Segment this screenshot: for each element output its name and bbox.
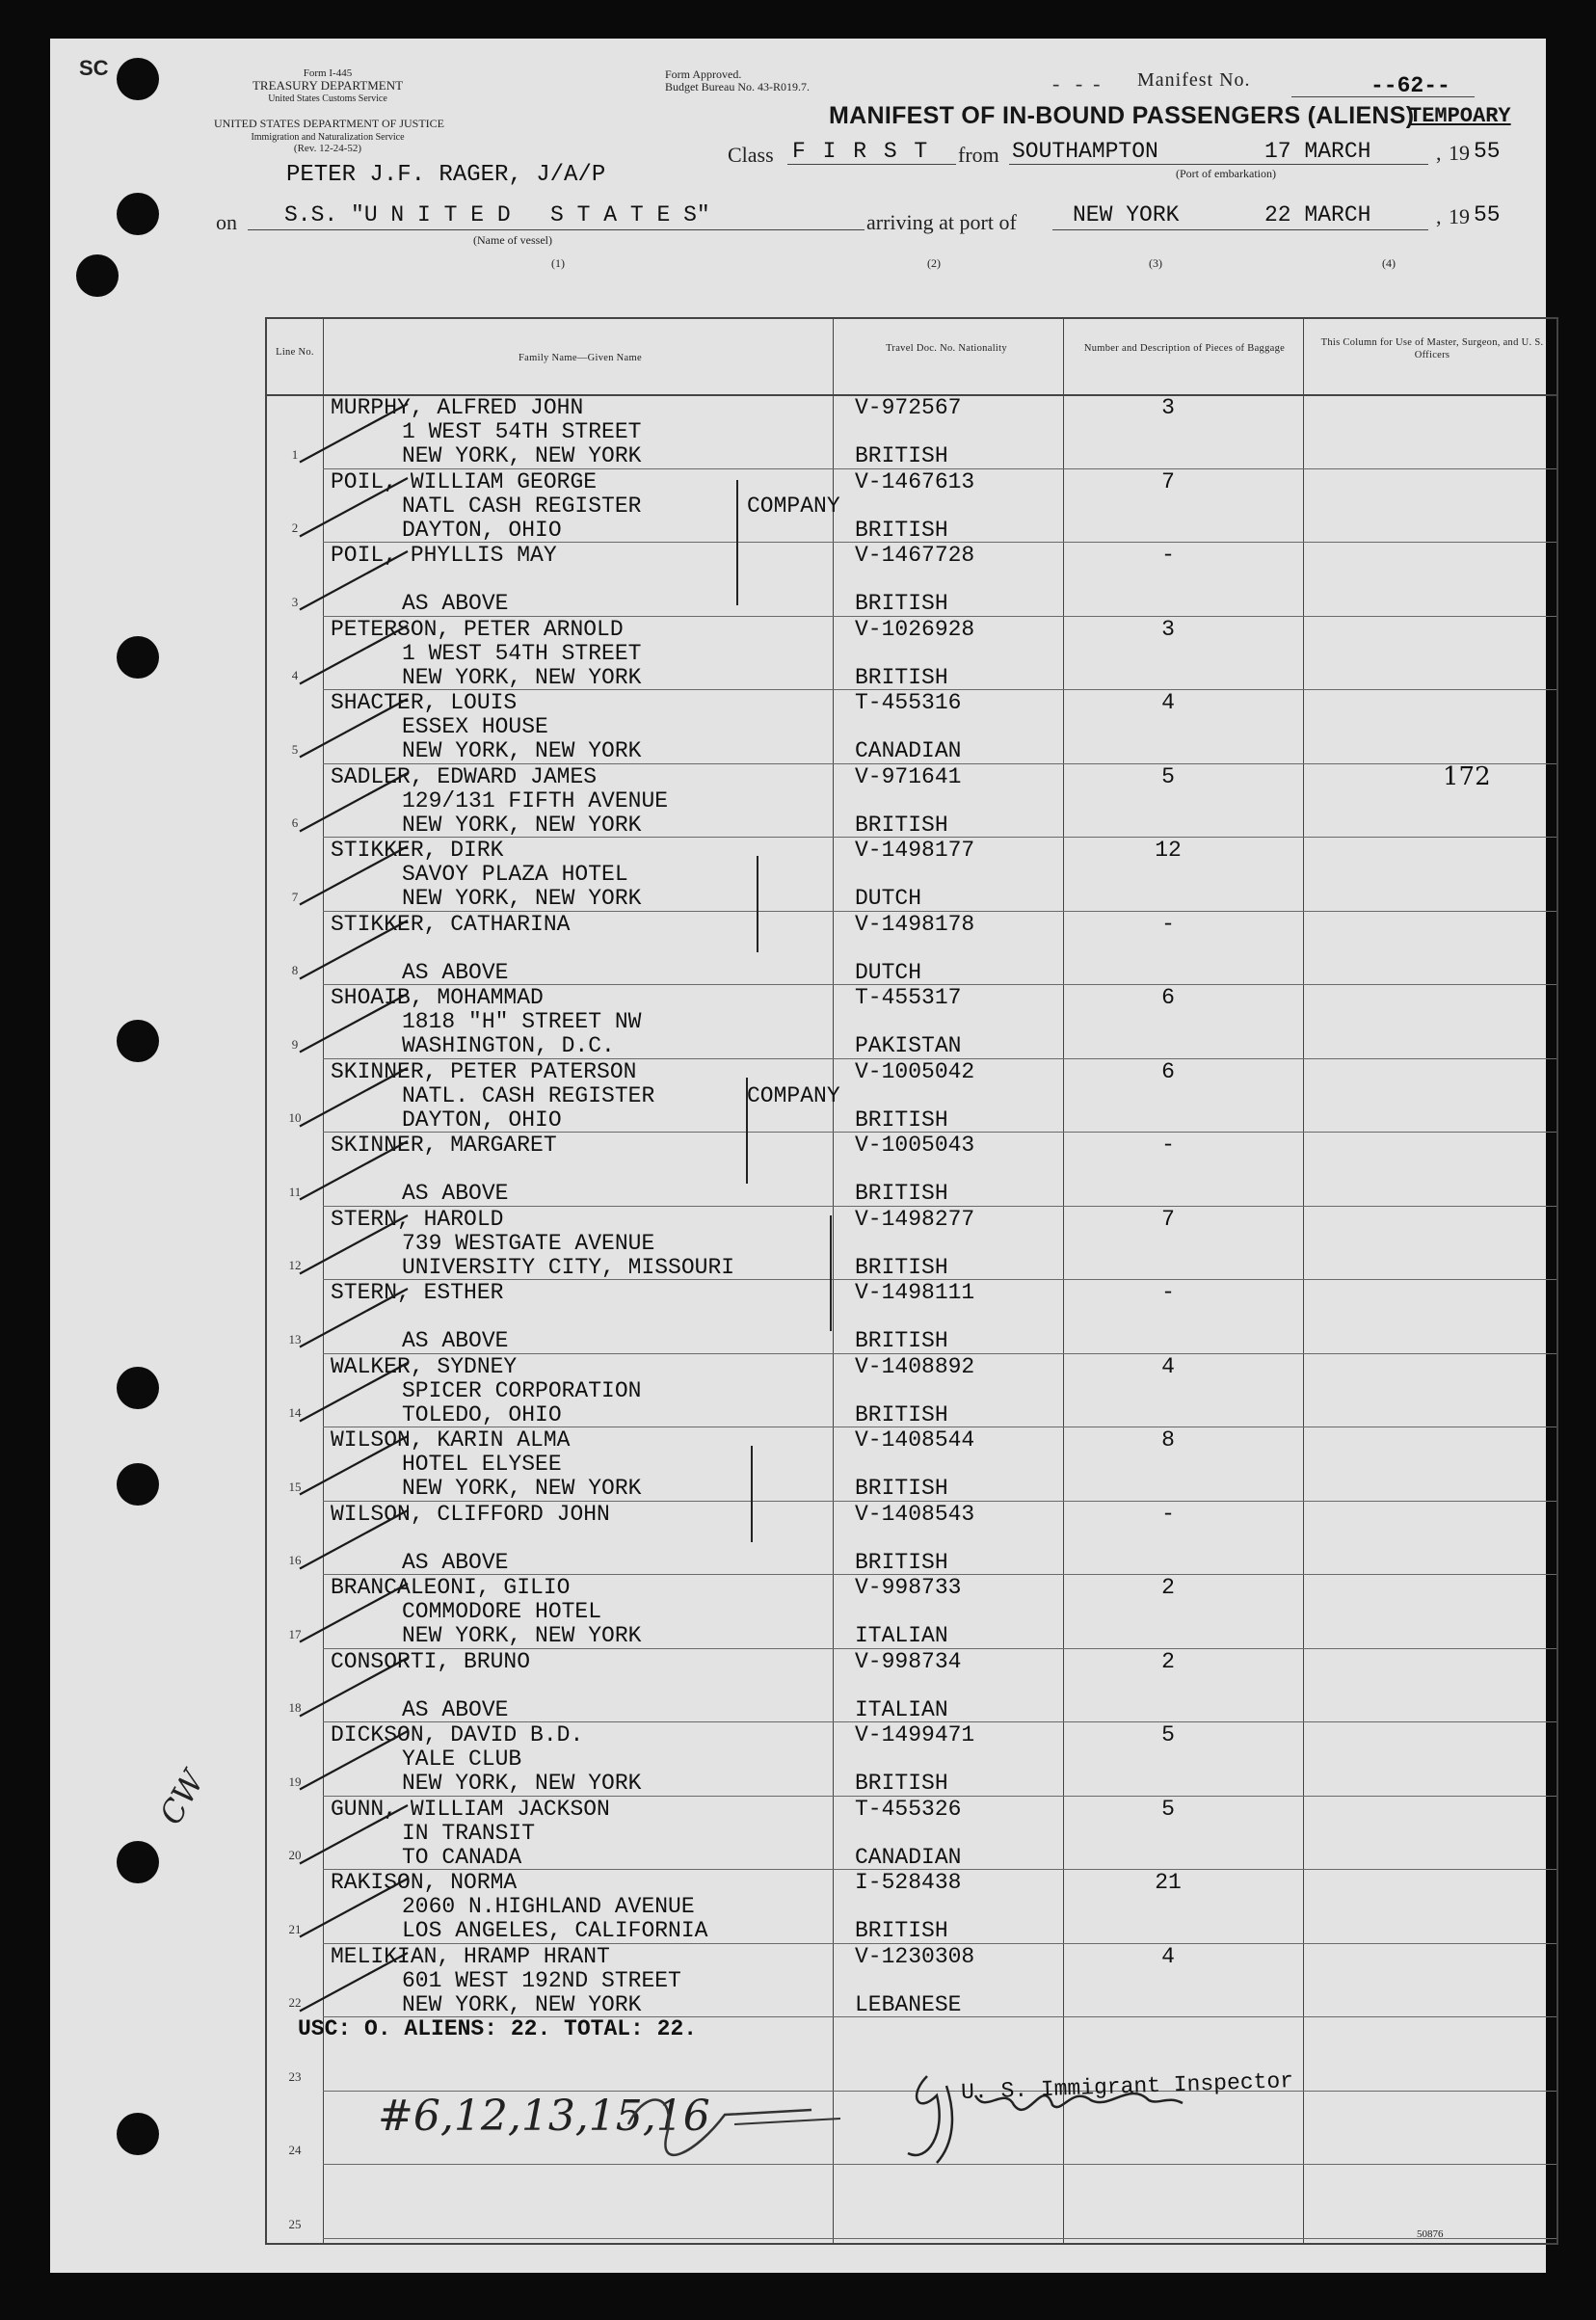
baggage-count: 5 — [1161, 1722, 1175, 1747]
table-row — [267, 1279, 1556, 1353]
nationality: LEBANESE — [855, 1991, 962, 2017]
table-row — [267, 616, 1556, 690]
vessel-note: (Name of vessel) — [473, 233, 552, 247]
passenger-name: RAKISON, NORMA — [331, 1870, 518, 1895]
table-row — [267, 2164, 1556, 2238]
line-number: 1 — [291, 446, 299, 462]
footer-code: 50876 — [1417, 2228, 1444, 2240]
travel-doc-number: V-1408544 — [855, 1427, 975, 1453]
header-travel-doc: Travel Doc. No. Nationality — [886, 343, 1007, 354]
line-number: 19 — [288, 1773, 302, 1789]
address-line-1: SPICER CORPORATION — [402, 1377, 642, 1403]
check-mark-icon — [292, 1353, 427, 1427]
travel-doc-number: V-1026928 — [855, 616, 975, 642]
family-bracket — [736, 480, 738, 605]
passenger-name: STIKKER, CATHARINA — [331, 911, 571, 937]
address-line-2: DAYTON, OHIO — [402, 517, 562, 543]
nationality: BRITISH — [855, 1918, 948, 1943]
passenger-name: SHACTER, LOUIS — [331, 690, 518, 715]
table-row — [267, 1427, 1556, 1501]
line-number: 10 — [288, 1110, 302, 1125]
nationality: BRITISH — [855, 517, 948, 543]
address-line-2: AS ABOVE — [402, 1696, 509, 1722]
address-line-1: 1 WEST 54TH STREET — [402, 640, 642, 666]
header-line-no: Line No. — [276, 347, 314, 358]
passenger-name: STIKKER, DIRK — [331, 838, 504, 863]
row-rule — [323, 2238, 1556, 2239]
nationality: CANADIAN — [855, 738, 962, 763]
table-row — [267, 1206, 1556, 1280]
header-baggage: Number and Description of Pieces of Baggage — [1083, 343, 1286, 354]
baggage-count: - — [1161, 1133, 1175, 1158]
from-rule — [1009, 164, 1428, 165]
nationality: DUTCH — [855, 959, 922, 985]
table-row — [267, 542, 1556, 616]
manifest-no-label: Manifest No. — [1137, 69, 1251, 91]
passenger-name: WALKER, SYDNEY — [331, 1353, 518, 1379]
check-mark-icon — [292, 984, 427, 1058]
officer-note: 172 — [1443, 761, 1491, 791]
baggage-count: 6 — [1161, 1058, 1175, 1084]
check-mark-icon — [292, 394, 427, 468]
address-line-2: WASHINGTON, D.C. — [402, 1033, 615, 1058]
nationality: CANADIAN — [855, 1844, 962, 1870]
baggage-count: 8 — [1161, 1427, 1175, 1453]
baggage-count: 7 — [1161, 1206, 1175, 1232]
line-number: 20 — [288, 1848, 302, 1862]
travel-doc-number: V-1498178 — [855, 911, 975, 937]
address-line-2: UNIVERSITY CITY, MISSOURI — [402, 1254, 735, 1280]
passenger-name: DICKSON, DAVID B.D. — [331, 1722, 584, 1747]
address-line-1: 129/131 FIFTH AVENUE — [402, 787, 669, 813]
vessel-name: S.S. "U N I T E D S T A T E S" — [284, 202, 710, 227]
travel-doc-number: V-971641 — [855, 763, 962, 789]
check-mark-icon — [292, 1279, 427, 1353]
check-mark-icon — [292, 837, 427, 911]
address-line-2: AS ABOVE — [402, 1181, 509, 1206]
passenger-name: STERN, HAROLD — [331, 1206, 504, 1232]
summary-line: USC: O. ALIENS: 22. TOTAL: 22. — [298, 2016, 698, 2041]
address-line-2: NEW YORK, NEW YORK — [402, 738, 642, 763]
passenger-name: SKINNER, MARGARET — [331, 1133, 557, 1158]
travel-doc-number: V-1005043 — [855, 1133, 975, 1158]
line-number: 9 — [291, 1036, 299, 1052]
nationality: BRITISH — [855, 1107, 948, 1133]
address-line-2: NEW YORK, NEW YORK — [402, 1623, 642, 1648]
punch-hole — [117, 1367, 159, 1409]
travel-doc-number: V-1005042 — [855, 1058, 975, 1084]
baggage-count: 12 — [1155, 838, 1182, 863]
punch-hole — [76, 254, 119, 297]
address-line-2: AS ABOVE — [402, 1549, 509, 1575]
manifest-page — [50, 39, 1546, 2273]
table-row — [267, 1132, 1556, 1206]
table-row — [267, 689, 1556, 763]
manifest-no-rule — [1291, 96, 1475, 97]
arriving-year: 55 — [1474, 202, 1501, 227]
line-number: 25 — [288, 2216, 302, 2231]
table-row — [267, 1353, 1556, 1427]
nationality: BRITISH — [855, 1254, 948, 1280]
manifest-title-suffix: TEMPOARY — [1409, 104, 1511, 128]
line-number: 13 — [288, 1331, 302, 1347]
passenger-name: WILSON, KARIN ALMA — [331, 1427, 571, 1453]
nationality: BRITISH — [855, 443, 948, 468]
nationality: BRITISH — [855, 591, 948, 616]
punch-hole — [117, 2113, 159, 2155]
address-line-2: NEW YORK, NEW YORK — [402, 812, 642, 838]
treasury-dept: TREASURY DEPARTMENT — [252, 78, 404, 93]
address-line-2: NEW YORK, NEW YORK — [402, 886, 642, 911]
ins-service: Immigration and Naturalization Service — [251, 132, 405, 143]
check-mark-icon — [292, 1648, 427, 1722]
check-mark-icon — [292, 1132, 427, 1206]
nationality: BRITISH — [855, 1549, 948, 1575]
address-line-2: AS ABOVE — [402, 1328, 509, 1353]
handwritten-line-numbers: #6,12,13,15,16 — [378, 2092, 710, 2141]
passenger-name: POIL, WILLIAM GEORGE — [331, 468, 598, 494]
punch-hole — [117, 1020, 159, 1062]
travel-doc-number: V-1230308 — [855, 1943, 975, 1969]
inspector-label: U. S. Immigrant Inspector — [960, 2067, 1294, 2106]
line-number: 11 — [288, 1184, 302, 1199]
on-label: on — [216, 210, 237, 234]
address-line-2: LOS ANGELES, CALIFORNIA — [402, 1918, 708, 1943]
line-number: 21 — [288, 1921, 302, 1936]
table-row — [267, 984, 1556, 1058]
travel-doc-number: T-455326 — [855, 1796, 962, 1822]
table-row — [267, 1574, 1556, 1648]
check-mark-icon — [292, 1206, 427, 1280]
from-port: SOUTHAMPTON — [1012, 139, 1158, 164]
table-row — [267, 1721, 1556, 1796]
travel-doc-number: V-1408892 — [855, 1353, 975, 1379]
baggage-count: 2 — [1161, 1575, 1175, 1600]
punch-hole — [117, 1841, 159, 1883]
nationality: DUTCH — [855, 886, 922, 911]
passenger-name: GUNN, WILLIAM JACKSON — [331, 1796, 610, 1822]
punch-hole — [117, 636, 159, 679]
header-name: Family Name—Given Name — [519, 353, 642, 363]
address-line-1: 739 WESTGATE AVENUE — [402, 1230, 655, 1256]
manifest-title: MANIFEST OF IN-BOUND PASSENGERS (ALIENS) — [829, 102, 1415, 129]
table-row — [267, 1058, 1556, 1133]
passenger-name: MELIKIAN, HRAMP HRANT — [331, 1943, 610, 1969]
col-num-4: (4) — [1382, 256, 1396, 270]
travel-doc-number: T-455316 — [855, 690, 962, 715]
passenger-name: SHOAIB, MOHAMMAD — [331, 985, 544, 1010]
table-row — [267, 1648, 1556, 1722]
baggage-count: 2 — [1161, 1648, 1175, 1674]
address-line-1: IN TRANSIT — [402, 1820, 536, 1846]
nationality: BRITISH — [855, 1181, 948, 1206]
address-line-2: AS ABOVE — [402, 591, 509, 616]
baggage-count: 6 — [1161, 985, 1175, 1010]
line-number: 15 — [288, 1479, 302, 1494]
passenger-name: PETERSON, PETER ARNOLD — [331, 616, 624, 642]
passenger-name: CONSORTI, BRUNO — [331, 1648, 531, 1674]
address-line-1: 601 WEST 192ND STREET — [402, 1967, 681, 1993]
justice-dept: UNITED STATES DEPARTMENT OF JUSTICE — [214, 117, 445, 130]
address-line-2: NEW YORK, NEW YORK — [402, 664, 642, 690]
nationality: BRITISH — [855, 1401, 948, 1427]
table-row — [267, 911, 1556, 985]
baggage-count: 3 — [1161, 616, 1175, 642]
line-number: 16 — [288, 1553, 302, 1567]
table-row — [267, 837, 1556, 911]
address-line-2: NEW YORK, NEW YORK — [402, 443, 642, 468]
baggage-count: 4 — [1161, 1943, 1175, 1969]
margin-note: CW — [151, 1764, 212, 1831]
line-number: 12 — [288, 1258, 302, 1272]
travel-doc-number: V-972567 — [855, 395, 962, 420]
punch-hole — [117, 58, 159, 100]
check-mark-icon — [292, 1796, 427, 1870]
baggage-count: - — [1161, 543, 1175, 568]
from-year-prefix: 19 — [1449, 141, 1470, 165]
nationality: BRITISH — [855, 1476, 948, 1501]
line-number: 2 — [291, 520, 299, 535]
line-number: 14 — [288, 1405, 302, 1420]
arriving-rule — [1052, 229, 1428, 230]
baggage-count: 21 — [1155, 1870, 1182, 1895]
line-number: 24 — [288, 2143, 302, 2157]
passenger-name: SADLER, EDWARD JAMES — [331, 763, 598, 789]
travel-doc-number: V-1499471 — [855, 1722, 975, 1747]
baggage-count: - — [1161, 1501, 1175, 1527]
nationality: BRITISH — [855, 812, 948, 838]
passenger-name: MURPHY, ALFRED JOHN — [331, 395, 584, 420]
travel-doc-number: I-528438 — [855, 1870, 962, 1895]
manifest-no-value: --62-- — [1370, 73, 1450, 98]
page-code: SC — [79, 56, 109, 80]
travel-doc-number: V-1498111 — [855, 1280, 975, 1305]
family-bracket — [757, 856, 758, 952]
baggage-count: 7 — [1161, 468, 1175, 494]
from-label: from — [958, 143, 999, 167]
table-row — [267, 763, 1556, 838]
line-number: 17 — [288, 1626, 302, 1641]
class-label: Class — [728, 143, 774, 167]
travel-doc-number: V-1498277 — [855, 1206, 975, 1232]
address-line-2: TO CANADA — [402, 1844, 522, 1870]
baggage-count: 3 — [1161, 395, 1175, 420]
baggage-count: 5 — [1161, 1796, 1175, 1822]
passenger-name: WILSON, CLIFFORD JOHN — [331, 1501, 610, 1527]
travel-doc-number: T-455317 — [855, 985, 962, 1010]
officer-name: PETER J.F. RAGER, J/A/P — [286, 162, 606, 188]
line-number: 5 — [291, 741, 299, 757]
table-row — [267, 394, 1556, 468]
class-value: F I R S T — [792, 139, 930, 164]
baggage-count: - — [1161, 1280, 1175, 1305]
port-of-embarkation-note: (Port of embarkation) — [1176, 167, 1276, 180]
address-line-1: 1 WEST 54TH STREET — [402, 419, 642, 444]
check-mark-icon — [292, 1721, 427, 1796]
baggage-count: 4 — [1161, 1353, 1175, 1379]
check-mark-icon — [292, 542, 427, 616]
check-mark-icon — [292, 468, 427, 543]
from-year: 55 — [1474, 139, 1501, 164]
table-row — [267, 1796, 1556, 1870]
family-bracket — [746, 1078, 748, 1184]
check-mark-icon — [292, 1427, 427, 1501]
nationality: PAKISTAN — [855, 1033, 962, 1058]
family-bracket — [751, 1446, 753, 1542]
check-mark-icon — [292, 911, 427, 985]
check-mark-icon — [292, 616, 427, 690]
col-num-2: (2) — [927, 256, 941, 270]
line-number: 6 — [291, 815, 299, 830]
class-rule — [787, 164, 956, 165]
arriving-year-prefix: 19 — [1449, 204, 1470, 228]
travel-doc-number: V-998734 — [855, 1648, 962, 1674]
manifest-table — [265, 317, 1558, 2245]
passenger-name: POIL, PHYLLIS MAY — [331, 543, 557, 568]
travel-doc-number: V-998733 — [855, 1575, 962, 1600]
address-line-1: 1818 "H" STREET NW — [402, 1009, 642, 1034]
punch-hole — [117, 1463, 159, 1506]
table-row — [267, 1943, 1556, 2017]
line-number: 8 — [291, 963, 299, 977]
col-num-1: (1) — [551, 256, 565, 270]
arriving-label: arriving at port of — [866, 210, 1017, 234]
form-number: Form I-445 — [303, 67, 353, 79]
address-line-1: ESSEX HOUSE — [402, 714, 548, 739]
header-officers: This Column for Use of Master, Surgeon, and U. S. Officers — [1320, 337, 1544, 360]
table-row — [267, 468, 1556, 543]
line-number: 4 — [291, 668, 299, 682]
budget-bureau: Budget Bureau No. 43-R019.7. — [665, 80, 810, 93]
travel-doc-number: V-1467613 — [855, 468, 975, 494]
line-number: 22 — [288, 1995, 302, 2010]
baggage-count: - — [1161, 911, 1175, 937]
table-row — [267, 1501, 1556, 1575]
check-mark-icon — [292, 1869, 427, 1943]
punch-hole — [117, 193, 159, 235]
check-mark-icon — [292, 1501, 427, 1575]
check-mark-icon — [292, 1943, 427, 2017]
passenger-name: BRANCALEONI, GILIO — [331, 1575, 571, 1600]
address-line-1: NATL CASH REGISTER — [402, 493, 642, 519]
line-number: 3 — [291, 594, 299, 609]
nationality: ITALIAN — [855, 1696, 948, 1722]
family-bracket — [830, 1215, 832, 1331]
nationality: ITALIAN — [855, 1623, 948, 1648]
passenger-name: STERN, ESTHER — [331, 1280, 504, 1305]
travel-doc-number: V-1467728 — [855, 543, 975, 568]
travel-doc-number: V-1498177 — [855, 838, 975, 863]
address-line-1: YALE CLUB — [402, 1747, 522, 1772]
arriving-date: 22 MARCH — [1264, 202, 1371, 227]
nationality: BRITISH — [855, 664, 948, 690]
address-line-2: AS ABOVE — [402, 959, 509, 985]
address-extra: COMPANY — [747, 493, 840, 519]
check-mark-icon — [292, 1574, 427, 1648]
form-revision: (Rev. 12-24-52) — [293, 143, 362, 154]
nationality: BRITISH — [855, 1328, 948, 1353]
arriving-port: NEW YORK — [1073, 202, 1180, 227]
address-line-1: SAVOY PLAZA HOTEL — [402, 862, 628, 887]
line-number: 7 — [291, 889, 299, 904]
address-line-2: DAYTON, OHIO — [402, 1107, 562, 1133]
address-line-2: NEW YORK, NEW YORK — [402, 1476, 642, 1501]
baggage-count: 5 — [1161, 763, 1175, 789]
baggage-count: 4 — [1161, 690, 1175, 715]
nationality: BRITISH — [855, 1771, 948, 1796]
address-line-1: COMMODORE HOTEL — [402, 1599, 602, 1624]
line-number: 18 — [288, 1700, 302, 1715]
arriving-comma: , — [1436, 204, 1442, 228]
table-row — [267, 1869, 1556, 1943]
from-comma: , — [1436, 141, 1442, 165]
address-extra: COMPANY — [747, 1082, 840, 1108]
passenger-name: SKINNER, PETER PATERSON — [331, 1058, 637, 1084]
address-line-2: NEW YORK, NEW YORK — [402, 1991, 642, 2017]
form-approved: Form Approved. — [665, 67, 742, 81]
line-number: 23 — [288, 2068, 302, 2084]
check-mark-icon — [292, 763, 427, 838]
check-mark-icon — [292, 689, 427, 763]
address-line-1: 2060 N.HIGHLAND AVENUE — [402, 1894, 695, 1919]
address-line-2: NEW YORK, NEW YORK — [402, 1771, 642, 1796]
col-num-3: (3) — [1149, 256, 1162, 270]
address-line-2: TOLEDO, OHIO — [402, 1401, 562, 1427]
address-line-1: HOTEL ELYSEE — [402, 1452, 562, 1477]
manifest-dashes: - - - — [1052, 71, 1101, 95]
address-line-1: NATL. CASH REGISTER — [402, 1082, 655, 1108]
check-mark-icon — [292, 1058, 427, 1133]
from-date: 17 MARCH — [1264, 139, 1371, 164]
vessel-rule — [248, 229, 864, 230]
customs-service: United States Customs Service — [268, 93, 387, 104]
travel-doc-number: V-1408543 — [855, 1501, 975, 1527]
